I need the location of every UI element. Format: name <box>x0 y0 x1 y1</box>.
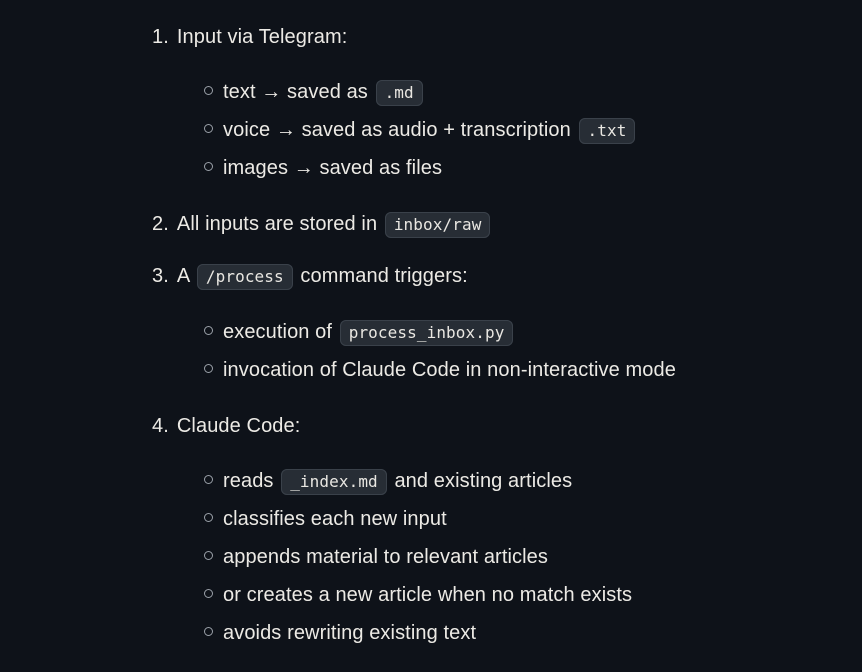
text-segment: and existing articles <box>388 470 573 492</box>
inline-code: process_inbox.py <box>340 320 514 346</box>
list-item-text <box>177 265 468 287</box>
circle-bullet-icon <box>204 551 213 560</box>
bullet-list-item <box>204 73 842 111</box>
bullet-list-item <box>204 538 842 576</box>
text-segment: text → saved as <box>223 81 374 103</box>
numbered-list <box>152 23 842 652</box>
sub-item-text <box>223 81 425 103</box>
numbered-list-item <box>152 412 842 652</box>
text-segment: appends material to relevant articles <box>223 546 548 568</box>
sub-item-text <box>223 321 515 343</box>
text-segment: Claude Code: <box>176 415 301 437</box>
bullet-list-item <box>204 313 842 351</box>
list-item-text <box>177 415 301 437</box>
text-segment: execution of <box>223 321 338 343</box>
bullet-sub-list <box>152 462 842 652</box>
circle-bullet-icon <box>204 162 213 171</box>
sub-item-text <box>223 622 476 644</box>
text-segment: avoids rewriting existing text <box>223 622 477 644</box>
text-segment: images → saved as files <box>223 157 443 179</box>
sub-item-text <box>223 584 632 606</box>
text-segment: A <box>176 265 195 287</box>
circle-bullet-icon <box>204 124 213 133</box>
numbered-item-line <box>152 23 842 51</box>
circle-bullet-icon <box>204 627 213 636</box>
bullet-list-item <box>204 462 842 500</box>
circle-bullet-icon <box>204 86 213 95</box>
sub-item-text <box>223 157 442 179</box>
bullet-list-item <box>204 500 842 538</box>
circle-bullet-icon <box>204 589 213 598</box>
inline-code: .md <box>376 80 423 106</box>
inline-code: inbox/raw <box>385 212 491 238</box>
sub-item-text <box>223 359 676 381</box>
list-item-text <box>177 213 493 235</box>
list-item-text <box>177 26 348 48</box>
text-segment: All inputs are stored in <box>176 213 383 235</box>
numbered-list-item <box>152 210 842 239</box>
numbered-list-item <box>152 23 842 187</box>
bullet-list-item <box>204 149 842 187</box>
inline-code: _index.md <box>281 469 387 495</box>
numbered-list-item <box>152 262 842 389</box>
sub-item-text <box>223 508 447 530</box>
text-segment: invocation of Claude Code in non-interactive mode <box>223 359 676 381</box>
list-item-number: 4. <box>152 415 169 437</box>
bullet-sub-list <box>152 313 842 389</box>
numbered-item-line <box>152 262 842 291</box>
bullet-list-item <box>204 111 842 149</box>
bullet-list-item <box>204 576 842 614</box>
text-segment: Input via Telegram: <box>176 26 348 48</box>
circle-bullet-icon <box>204 475 213 484</box>
circle-bullet-icon <box>204 364 213 373</box>
text-segment: classifies each new input <box>223 508 447 530</box>
bullet-list-item <box>204 614 842 652</box>
list-item-number: 1. <box>152 26 169 48</box>
bullet-sub-list <box>152 73 842 187</box>
text-segment: voice → saved as audio + transcription <box>223 119 577 141</box>
text-segment: or creates a new article when no match exists <box>223 584 633 606</box>
sub-item-text <box>223 470 572 492</box>
inline-code: .txt <box>579 118 636 144</box>
numbered-item-line <box>152 210 842 239</box>
inline-code: /process <box>197 264 293 290</box>
circle-bullet-icon <box>204 513 213 522</box>
text-segment: reads <box>223 470 280 492</box>
bullet-list-item <box>204 351 842 389</box>
text-segment: command triggers: <box>294 265 468 287</box>
list-item-number: 3. <box>152 265 169 287</box>
list-item-number: 2. <box>152 213 169 235</box>
numbered-item-line <box>152 412 842 440</box>
sub-item-text <box>223 119 637 141</box>
sub-item-text <box>223 546 548 568</box>
circle-bullet-icon <box>204 326 213 335</box>
